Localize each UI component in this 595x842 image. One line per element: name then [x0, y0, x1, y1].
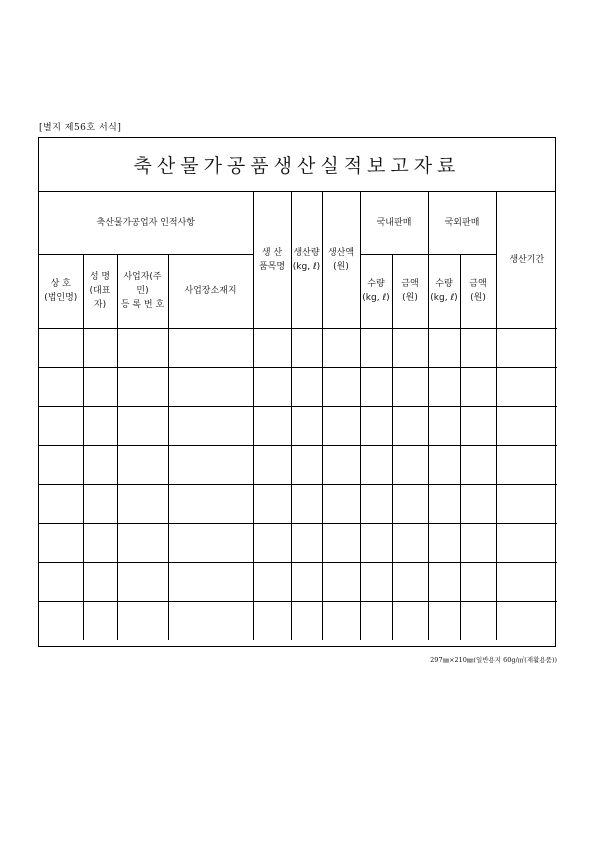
table-cell[interactable]: [392, 367, 428, 406]
table-cell[interactable]: [253, 562, 291, 601]
form-title: 축산물가공품생산실적보고자료: [133, 155, 461, 177]
table-cell[interactable]: [360, 484, 392, 523]
table-cell[interactable]: [39, 367, 83, 406]
table-cell[interactable]: [83, 562, 117, 601]
company-name-header: [39, 254, 83, 328]
table-cell[interactable]: [360, 523, 392, 562]
table-cell[interactable]: [322, 523, 360, 562]
table-cell[interactable]: [291, 406, 322, 445]
table-cell[interactable]: [496, 562, 557, 601]
production-amount-line2: (원): [333, 261, 349, 272]
table-cell[interactable]: [322, 406, 360, 445]
table-cell[interactable]: [117, 406, 168, 445]
table-cell[interactable]: [117, 367, 168, 406]
table-cell[interactable]: [117, 328, 168, 367]
table-cell[interactable]: [322, 367, 360, 406]
table-cell[interactable]: [392, 445, 428, 484]
domestic-quantity-header: [360, 254, 392, 328]
table-row: [39, 367, 557, 406]
table-cell[interactable]: [291, 523, 322, 562]
table-cell[interactable]: [117, 562, 168, 601]
table-cell[interactable]: [428, 562, 460, 601]
table-cell[interactable]: [428, 367, 460, 406]
table-cell[interactable]: [360, 406, 392, 445]
table-cell[interactable]: [117, 484, 168, 523]
foreign-quantity-line1: 수량: [435, 279, 453, 289]
table-cell[interactable]: [322, 445, 360, 484]
table-cell[interactable]: [291, 328, 322, 367]
table-cell[interactable]: [39, 562, 83, 601]
table-cell[interactable]: [392, 484, 428, 523]
table-cell[interactable]: [39, 328, 83, 367]
production-quantity-line1: 생산량: [293, 247, 320, 258]
product-name-line2: 품목명: [258, 261, 286, 272]
table-cell[interactable]: [168, 367, 253, 406]
domestic-quantity-line2: (kg, ℓ): [362, 293, 390, 303]
table-cell[interactable]: [322, 601, 360, 640]
table-cell[interactable]: [460, 601, 496, 640]
representative-name-header: [83, 254, 117, 328]
table-cell[interactable]: [39, 406, 83, 445]
production-quantity-line2: (kg, ℓ): [292, 261, 321, 272]
table-cell[interactable]: [83, 484, 117, 523]
table-cell[interactable]: [496, 523, 557, 562]
table-cell[interactable]: [496, 445, 557, 484]
production-amount-header: [322, 192, 360, 328]
table-cell[interactable]: [83, 601, 117, 640]
table-cell[interactable]: [291, 367, 322, 406]
table-cell[interactable]: [83, 328, 117, 367]
table-cell[interactable]: [496, 406, 557, 445]
business-info-header: 축산물가공업자 인적사항: [39, 192, 253, 254]
production-period-header: 생산기간: [496, 192, 557, 328]
table-cell[interactable]: [39, 484, 83, 523]
table-cell[interactable]: [253, 523, 291, 562]
table-cell[interactable]: [392, 328, 428, 367]
table-cell[interactable]: [392, 523, 428, 562]
report-table: [39, 192, 557, 640]
table-cell[interactable]: [83, 367, 117, 406]
table-cell[interactable]: [168, 601, 253, 640]
table-cell[interactable]: [291, 562, 322, 601]
table-cell[interactable]: [322, 562, 360, 601]
table-row: [39, 562, 557, 601]
table-cell[interactable]: [392, 406, 428, 445]
registration-line2: 등 록 번 호: [120, 300, 165, 310]
table-cell[interactable]: [83, 523, 117, 562]
table-cell[interactable]: [168, 562, 253, 601]
business-address-header: 사업장소재지: [168, 254, 253, 328]
product-name-header: [253, 192, 291, 328]
table-cell[interactable]: [39, 601, 83, 640]
domestic-amount-line2: (원): [402, 293, 418, 303]
company-name-line2: (법인명): [44, 293, 78, 303]
representative-line2: (대표자): [89, 286, 111, 310]
table-cell[interactable]: [428, 601, 460, 640]
table-cell[interactable]: [253, 328, 291, 367]
table-row: [39, 445, 557, 484]
table-cell[interactable]: [291, 445, 322, 484]
foreign-quantity-line2: (kg, ℓ): [430, 293, 458, 303]
product-name-line1: 생 산: [261, 247, 283, 258]
table-cell[interactable]: [392, 562, 428, 601]
table-cell[interactable]: [39, 445, 83, 484]
table-cell[interactable]: [291, 601, 322, 640]
table-row: [39, 601, 557, 640]
table-cell[interactable]: [460, 328, 496, 367]
table-cell[interactable]: [322, 484, 360, 523]
table-row: [39, 484, 557, 523]
table-cell[interactable]: [83, 445, 117, 484]
domestic-quantity-line1: 수량: [367, 279, 385, 289]
table-cell[interactable]: [360, 562, 392, 601]
table-cell[interactable]: [428, 406, 460, 445]
domestic-amount-line1: 금액: [401, 279, 419, 289]
title-row: [39, 138, 555, 192]
table-cell[interactable]: [117, 601, 168, 640]
table-cell[interactable]: [460, 562, 496, 601]
company-name-line1: 상 호: [50, 279, 71, 289]
table-cell[interactable]: [496, 484, 557, 523]
table-row: [39, 523, 557, 562]
table-cell[interactable]: [360, 445, 392, 484]
table-cell[interactable]: [360, 328, 392, 367]
domestic-amount-header: [392, 254, 428, 328]
table-cell[interactable]: [39, 523, 83, 562]
table-cell[interactable]: [360, 601, 392, 640]
table-cell[interactable]: [460, 406, 496, 445]
table-cell[interactable]: [428, 328, 460, 367]
table-cell[interactable]: [460, 367, 496, 406]
table-row: [39, 328, 557, 367]
table-cell[interactable]: [392, 601, 428, 640]
table-cell[interactable]: [117, 445, 168, 484]
table-cell[interactable]: [360, 367, 392, 406]
table-cell[interactable]: [291, 484, 322, 523]
registration-number-header: [117, 254, 168, 328]
representative-line1: 성 명: [89, 272, 111, 282]
table-cell[interactable]: [168, 523, 253, 562]
table-cell[interactable]: [460, 484, 496, 523]
production-quantity-header: [291, 192, 322, 328]
table-cell[interactable]: [253, 484, 291, 523]
report-form: [38, 137, 556, 647]
table-cell[interactable]: [496, 601, 557, 640]
foreign-amount-header: [460, 254, 496, 328]
foreign-quantity-header: [428, 254, 460, 328]
production-amount-line1: 생산액: [327, 247, 355, 258]
foreign-sales-header: 국외판매: [428, 192, 496, 254]
table-cell[interactable]: [253, 445, 291, 484]
table-cell[interactable]: [460, 445, 496, 484]
table-cell[interactable]: [428, 445, 460, 484]
paper-spec-footer: 297㎜×210㎜(일반용지 60g/㎡(재활용품)): [430, 656, 557, 664]
registration-line1: 사업자(주민): [123, 272, 162, 296]
table-cell[interactable]: [253, 601, 291, 640]
table-cell[interactable]: [168, 406, 253, 445]
table-cell[interactable]: [460, 523, 496, 562]
table-cell[interactable]: [496, 367, 557, 406]
table-cell[interactable]: [168, 328, 253, 367]
table-cell[interactable]: [428, 523, 460, 562]
table-cell[interactable]: [322, 328, 360, 367]
foreign-amount-line2: (원): [470, 293, 486, 303]
table-cell[interactable]: [117, 523, 168, 562]
table-cell[interactable]: [253, 406, 291, 445]
table-cell[interactable]: [253, 367, 291, 406]
form-number-label: [별지 제56호 서식]: [39, 123, 122, 133]
table-row: [39, 406, 557, 445]
table-cell[interactable]: [83, 406, 117, 445]
table-cell[interactable]: [168, 484, 253, 523]
table-cell[interactable]: [496, 328, 557, 367]
table-cell[interactable]: [168, 445, 253, 484]
domestic-sales-header: 국내판매: [360, 192, 428, 254]
table-cell[interactable]: [428, 484, 460, 523]
foreign-amount-line1: 금액: [469, 279, 487, 289]
